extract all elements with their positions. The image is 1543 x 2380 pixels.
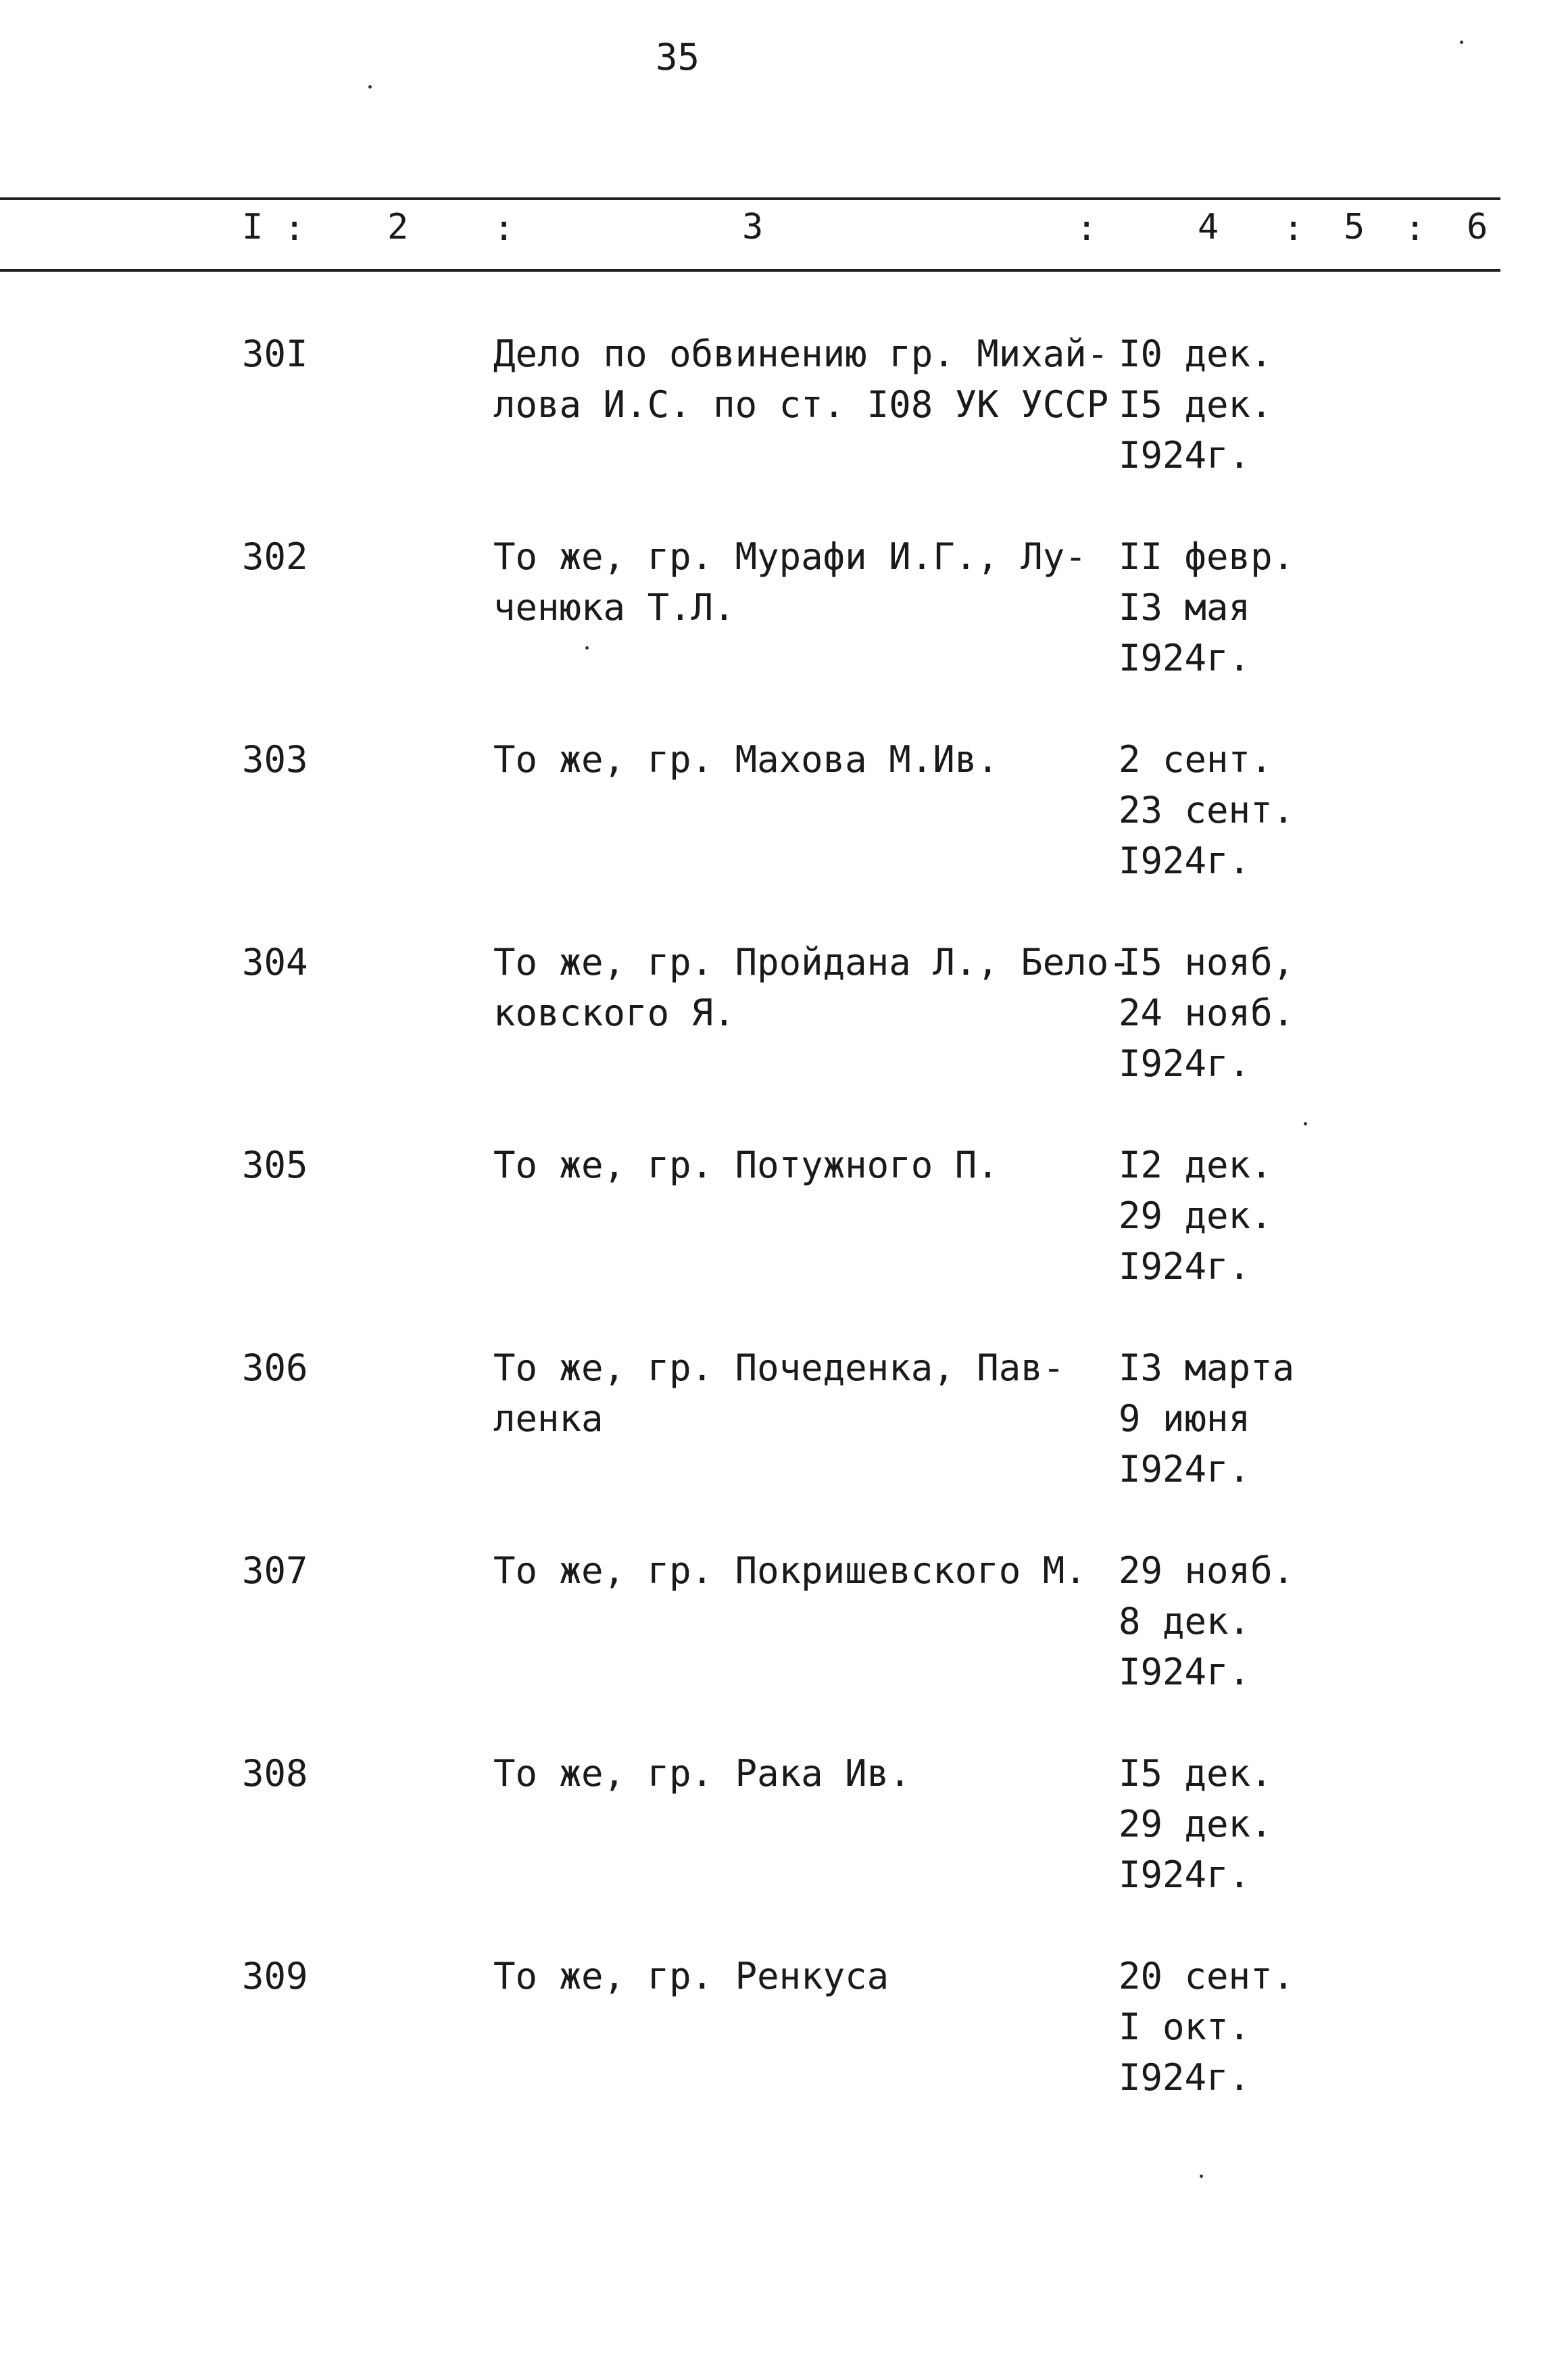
record-date-year: I924г.: [1119, 434, 1251, 477]
record-title-line: То же, гр. Пройдана Л., Бело-: [493, 941, 1131, 983]
record-row: [0, 1342, 1543, 1545]
column-separator: :: [284, 208, 305, 249]
record-date-start: II февр.: [1119, 535, 1295, 578]
record-date-year: I924г.: [1119, 1853, 1251, 1896]
column-separator: :: [1404, 208, 1426, 249]
record-date-start: I0 дек.: [1119, 333, 1273, 375]
record-title: [493, 531, 1088, 633]
record-date-year: I924г.: [1119, 1245, 1251, 1288]
record-date-year: I924г.: [1119, 2056, 1251, 2099]
record-number: 305: [242, 1144, 308, 1186]
record-date-start: I3 марта: [1119, 1346, 1295, 1389]
scan-speck: [1460, 41, 1463, 44]
record-title-line: То же, гр. Почеденка, Пав-: [493, 1346, 1065, 1389]
record-number: 307: [242, 1549, 308, 1592]
record-title-line: То же, гр. Махова М.Ив.: [493, 738, 999, 781]
record-title-line: лова И.С. по ст. I08 УК УССР: [493, 383, 1109, 426]
scan-speck: [585, 646, 589, 650]
record-title-line: ченюка Т.Л.: [493, 586, 735, 629]
record-date-start: I5 нояб,: [1119, 941, 1295, 983]
record-row: [0, 329, 1543, 531]
record-row: [0, 1951, 1543, 2154]
record-dates: [1119, 1951, 1342, 2103]
column-header-2: 2: [387, 207, 409, 247]
record-dates: [1119, 937, 1342, 1089]
record-title-line: ковского Я.: [493, 992, 735, 1034]
record-number: 30I: [242, 333, 308, 375]
record-date-end: I3 мая: [1119, 586, 1251, 629]
record-dates: [1119, 1342, 1342, 1495]
record-number: 304: [242, 941, 308, 983]
record-number: 308: [242, 1752, 308, 1795]
record-date-end: 23 сент.: [1119, 789, 1295, 831]
record-date-year: I924г.: [1119, 1448, 1251, 1490]
record-title-line: То же, гр. Потужного П.: [493, 1144, 999, 1186]
scan-speck: [1200, 2175, 1203, 2178]
record-date-start: 29 нояб.: [1119, 1549, 1295, 1592]
record-date-end: 24 нояб.: [1119, 992, 1295, 1034]
record-date-year: I924г.: [1119, 637, 1251, 679]
record-title: [493, 1545, 1088, 1596]
record-row: [0, 1140, 1543, 1342]
record-title: [493, 1342, 1088, 1444]
record-number: 309: [242, 1955, 308, 1997]
record-dates: [1119, 1545, 1342, 1697]
record-number: 303: [242, 738, 308, 781]
record-row: [0, 1748, 1543, 1951]
record-row: [0, 1545, 1543, 1748]
record-title: [493, 937, 1131, 1038]
column-header-1: I: [242, 207, 264, 247]
column-header-4: 4: [1198, 207, 1219, 247]
record-title: [493, 1951, 1088, 2001]
record-title-line: То же, гр. Мурафи И.Г., Лу-: [493, 535, 1087, 578]
header-rule-bottom: [0, 269, 1500, 272]
record-dates: [1119, 734, 1342, 886]
header-rule-top: [0, 197, 1500, 200]
record-title-line: То же, гр. Ренкуса: [493, 1955, 889, 1997]
record-date-end: 29 дек.: [1119, 1803, 1273, 1845]
record-dates: [1119, 329, 1342, 481]
record-row: [0, 531, 1543, 734]
record-title-line: То же, гр. Покришевского М.: [493, 1549, 1087, 1592]
record-date-year: I924г.: [1119, 840, 1251, 882]
record-row: [0, 937, 1543, 1140]
scan-speck: [1304, 1122, 1307, 1125]
column-header-5: 5: [1344, 207, 1365, 247]
record-title-line: Дело по обвинению гр. Михай-: [493, 333, 1109, 375]
record-date-end: 29 дек.: [1119, 1194, 1273, 1237]
record-title: [493, 329, 1109, 430]
record-date-start: 20 сент.: [1119, 1955, 1295, 1997]
record-date-start: I2 дек.: [1119, 1144, 1273, 1186]
column-separator: :: [1283, 208, 1304, 249]
record-dates: [1119, 531, 1342, 683]
record-title: [493, 734, 1088, 785]
record-row: [0, 734, 1543, 937]
record-title-line: То же, гр. Рака Ив.: [493, 1752, 911, 1795]
record-title-line: ленка: [493, 1397, 604, 1440]
column-header-6: 6: [1467, 207, 1488, 247]
column-header-3: 3: [742, 207, 764, 247]
record-list: [0, 329, 1543, 2154]
record-title: [493, 1140, 1088, 1190]
record-dates: [1119, 1140, 1342, 1292]
record-date-end: I5 дек.: [1119, 383, 1273, 426]
record-date-end: I окт.: [1119, 2006, 1251, 2048]
record-date-start: I5 дек.: [1119, 1752, 1273, 1795]
record-dates: [1119, 1748, 1342, 1900]
record-date-year: I924г.: [1119, 1651, 1251, 1693]
column-separator: :: [1076, 208, 1098, 249]
page-number: 35: [656, 36, 700, 78]
record-date-end: 9 июня: [1119, 1397, 1251, 1440]
scan-speck: [368, 85, 372, 89]
record-title: [493, 1748, 1088, 1799]
record-date-year: I924г.: [1119, 1042, 1251, 1085]
record-number: 306: [242, 1346, 308, 1389]
record-number: 302: [242, 535, 308, 578]
record-date-end: 8 дек.: [1119, 1600, 1251, 1643]
column-separator: :: [493, 208, 515, 249]
record-date-start: 2 сент.: [1119, 738, 1273, 781]
